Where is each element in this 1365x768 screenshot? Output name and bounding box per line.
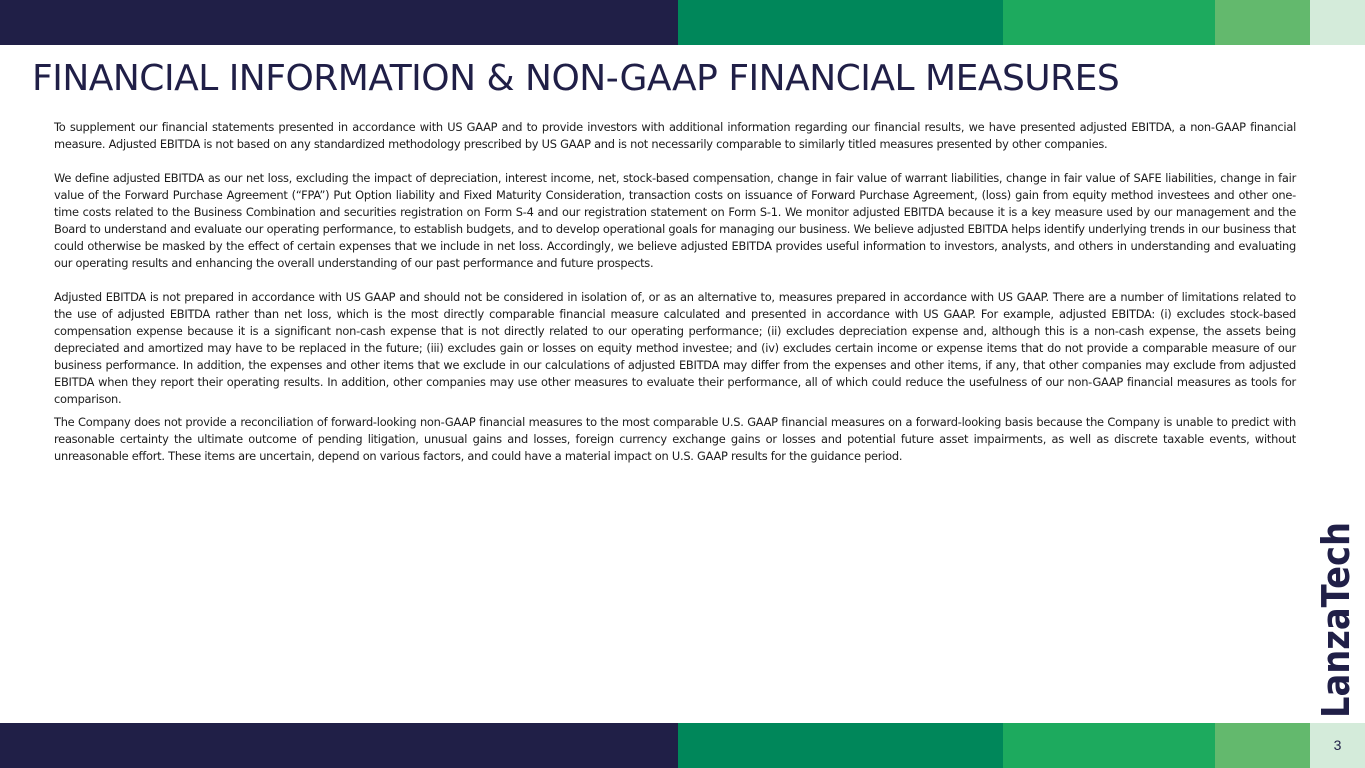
bar-segment-pale-green — [1310, 0, 1365, 45]
page-title: FINANCIAL INFORMATION & NON-GAAP FINANCIAL MEASURES — [32, 58, 1120, 99]
paragraph-supplement: To supplement our financial statements presented in accordance with US GAAP and to provide investors with additional information regarding our financial results, we have presented adjusted EBITDA, a non-GAAP financial measure. Adjusted EBITDA is not based on any standardized methodology prescribed by US GAAP and is not necessarily comparable to similarly titled measures presented by other companies. — [54, 120, 1296, 151]
bar-segment-green — [1003, 0, 1215, 45]
bar-segment-light-green — [1215, 0, 1310, 45]
top-color-bar — [0, 0, 1365, 45]
bar-segment-navy — [0, 723, 678, 768]
body-text — [54, 119, 1296, 465]
logo-text: LanzaTech — [1314, 497, 1358, 718]
paragraph-reconciliation: The Company does not provide a reconciliation of forward-looking non-GAAP financial measures to the most comparable U.S. GAAP financial measures on a forward-looking basis because the Company is unable to predict with reasonable certainty the ultimate outcome of pending litigation, unusual gains and losses, foreign currency exchange gains or losses and potential future asset impairments, as well as discrete taxable events, without unreasonable effort. These items are uncertain, depend on various factors, and could have a material impact on U.S. GAAP results for the guidance period. — [54, 415, 1296, 463]
bar-segment-dark-green — [678, 0, 1003, 45]
lanzatech-logo — [1314, 497, 1358, 718]
bar-segment-green — [1003, 723, 1215, 768]
bottom-color-bar — [0, 723, 1365, 768]
page-number: 3 — [1333, 737, 1342, 753]
bar-segment-dark-green — [678, 723, 1003, 768]
paragraph-limitations: Adjusted EBITDA is not prepared in accordance with US GAAP and should not be considered in isolation of, or as an alternative to, measures prepared in accordance with US GAAP. There are a number of limitations related to the use of adjusted EBITDA rather than net loss, which is the most directly comparable financial measure calculated and presented in accordance with US GAAP. For example, adjusted EBITDA: (i) excludes stock-based compensation expense because it is a significant non-cash expense that is not directly related to our operating performance; (ii) excludes depreciation expense and, although this is a non-cash expense, the assets being depreciated and amortized may have to be replaced in the future; (iii) excludes gain or losses on equity method investee; and (iv) excludes certain income or expense items that do not provide a comparable measure of our business performance. In addition, the expenses and other items that we exclude in our calculations of adjusted EBITDA may differ from the expenses and other items, if any, that other companies may exclude from adjusted EBITDA when they report their operating results. In addition, other companies may use other measures to evaluate their performance, all of which could reduce the usefulness of our non-GAAP financial measures as tools for comparison. — [54, 290, 1296, 406]
paragraph-definition: We define adjusted EBITDA as our net loss, excluding the impact of depreciation, interest income, net, stock-based compensation, change in fair value of warrant liabilities, change in fair value of SAFE liabilities, change in fair value of the Forward Purchase Agreement (“FPA”) Put Option liability and Fixed Maturity Consideration, transaction costs on issuance of Forward Purchase Agreement, (loss) gain from equity method investees and other one-time costs related to the Business Combination and securities registration on Form S-4 and our registration statement on Form S-1. We monitor adjusted EBITDA because it is a key measure used by our management and the Board to understand and evaluate our operating performance, to establish budgets, and to develop operational goals for managing our business. We believe adjusted EBITDA helps identify underlying trends in our business that could otherwise be masked by the effect of certain expenses that we include in net loss. Accordingly, we believe adjusted EBITDA provides useful information to investors, analysts, and others in understanding and evaluating our operating results and enhancing the overall understanding of our past performance and future prospects. — [54, 171, 1296, 270]
bar-segment-light-green — [1215, 723, 1310, 768]
bar-segment-navy — [0, 0, 678, 45]
